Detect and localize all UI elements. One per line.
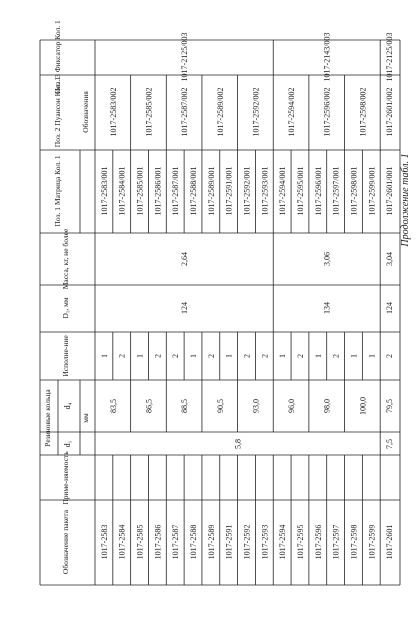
designation-cell: 1017-2592 [242, 524, 252, 560]
header-designation: Обозначение пакета [61, 509, 70, 575]
designation-cell: 1017-2586 [153, 524, 163, 560]
pos1-cell: 1017-2599/001 [367, 166, 377, 216]
header-designations: Обозначения [81, 91, 90, 133]
variant-value: 2 [260, 354, 270, 358]
header-variant: Исполне-ние [61, 335, 70, 377]
pos1-cell: 1017-2585/001 [135, 166, 145, 216]
D1-value: 124 [385, 302, 395, 314]
designation-cell: 1017-2584 [117, 524, 127, 560]
d4-value: 83,5 [108, 399, 118, 413]
pos2-value: 1017-2592/002 [251, 87, 261, 137]
pos1-cell: 1017-2584/001 [117, 166, 127, 216]
pos1-cell: 1017-2593/001 [260, 166, 270, 216]
header-pos1: Поз. 1 Матрица Кол. 1 [53, 155, 62, 227]
designation-cell: 1017-2601 [385, 524, 395, 560]
pos1-cell: 1017-2592/001 [242, 166, 252, 216]
header-rings-group: Резиновые кольца [43, 389, 52, 447]
header-d1: d₁ [63, 440, 72, 448]
header-d4: d₄ [63, 402, 72, 410]
d4-value: 98,0 [322, 399, 332, 413]
designation-cell: 1017-2593 [260, 524, 270, 560]
pos1-cell: 1017-2596/001 [313, 166, 323, 216]
pos3-value: 1017-2125/003 [180, 32, 190, 82]
variant-value: 1 [313, 354, 323, 358]
header-mass: Масса, кг, не более [61, 228, 70, 290]
d4-value: 96,0 [287, 399, 297, 413]
pos1-cell: 1017-2598/001 [349, 166, 359, 216]
pos1-cell: 1017-2601/001 [385, 166, 395, 216]
d4-value: 86,5 [144, 399, 154, 413]
d4-value: 79,5 [385, 399, 395, 413]
variant-value: 2 [385, 354, 395, 358]
variant-value: 1 [224, 354, 234, 358]
pos2-value: 1017-2601/002 [385, 87, 395, 137]
designation-cell: 1017-2588 [189, 524, 199, 560]
variant-value: 1 [278, 354, 288, 358]
header-usage: Приме-няемость [61, 451, 70, 505]
variant-value: 1 [367, 354, 377, 358]
variant-value: 2 [206, 354, 216, 358]
variant-value: 1 [189, 354, 199, 358]
designation-cell: 1017-2594 [278, 524, 288, 560]
pos1-cell: 1017-2589/001 [206, 166, 216, 216]
d4-value: 100,0 [358, 397, 368, 415]
header-pos2: Поз. 2 Пуансон Кол. 1 [53, 76, 62, 148]
designation-cell: 1017-2599 [367, 524, 377, 560]
mass-value: 3,04 [385, 252, 395, 266]
pos2-value: 1017-2589/002 [215, 87, 225, 137]
variant-value: 2 [242, 354, 252, 358]
designation-cell: 1017-2598 [349, 524, 359, 560]
pos1-cell: 1017-2595/001 [295, 166, 305, 216]
pos2-value: 1017-2585/002 [144, 87, 154, 137]
designation-cell: 1017-2583 [99, 524, 109, 560]
variant-value: 2 [331, 354, 341, 358]
variant-value: 1 [135, 354, 145, 358]
d4-value: 90,5 [215, 399, 225, 413]
d4-value: 88,5 [180, 399, 190, 413]
pos1-cell: 1017-2586/001 [153, 166, 163, 216]
designation-cell: 1017-2597 [331, 524, 341, 560]
pos3-value: 1017-2143/003 [322, 32, 332, 82]
designation-cell: 1017-2589 [206, 524, 216, 560]
pos3-value: 1017-2125/003 [385, 32, 395, 82]
pos2-value: 1017-2587/002 [180, 87, 190, 137]
continuation-caption: Продолжение табл. 1 [400, 153, 411, 247]
variant-value: 2 [171, 354, 181, 358]
d1-value-group: 5,8 [233, 439, 243, 449]
variant-value: 2 [117, 354, 127, 358]
variant-value: 1 [349, 354, 359, 358]
D1-value: 134 [322, 302, 332, 314]
d1-value-last: 7,5 [385, 439, 395, 449]
pos1-cell: 1017-2588/001 [189, 166, 199, 216]
d4-value: 93,0 [251, 399, 261, 413]
designation-cell: 1017-2587 [171, 524, 181, 560]
pos1-cell: 1017-2591/001 [224, 166, 234, 216]
mass-value: 3,06 [322, 252, 332, 266]
pos1-cell: 1017-2594/001 [278, 166, 288, 216]
pos2-value: 1017-2598/002 [358, 87, 368, 137]
variant-value: 1 [99, 354, 109, 358]
designation-cell: 1017-2595 [295, 524, 305, 560]
variant-value: 2 [295, 354, 305, 358]
pos1-cell: 1017-2587/001 [171, 166, 181, 216]
D1-value: 124 [180, 302, 190, 314]
designation-cell: 1017-2591 [224, 524, 234, 560]
pos2-value: 1017-2583/002 [108, 87, 118, 137]
header-D1: D₁, мм [61, 297, 70, 319]
designation-cell: 1017-2585 [135, 524, 145, 560]
header-unit: мм [81, 413, 90, 423]
pos2-value: 1017-2596/002 [322, 87, 332, 137]
mass-value: 2,64 [180, 252, 190, 266]
variant-value: 2 [153, 354, 163, 358]
pos1-cell: 1017-2597/001 [331, 166, 341, 216]
header-pos3: Поз. 3 Фиксатор Кол. 1 [53, 20, 62, 94]
pos2-value: 1017-2594/002 [287, 87, 297, 137]
pos1-cell: 1017-2583/001 [99, 166, 109, 216]
designation-cell: 1017-2596 [313, 524, 323, 560]
